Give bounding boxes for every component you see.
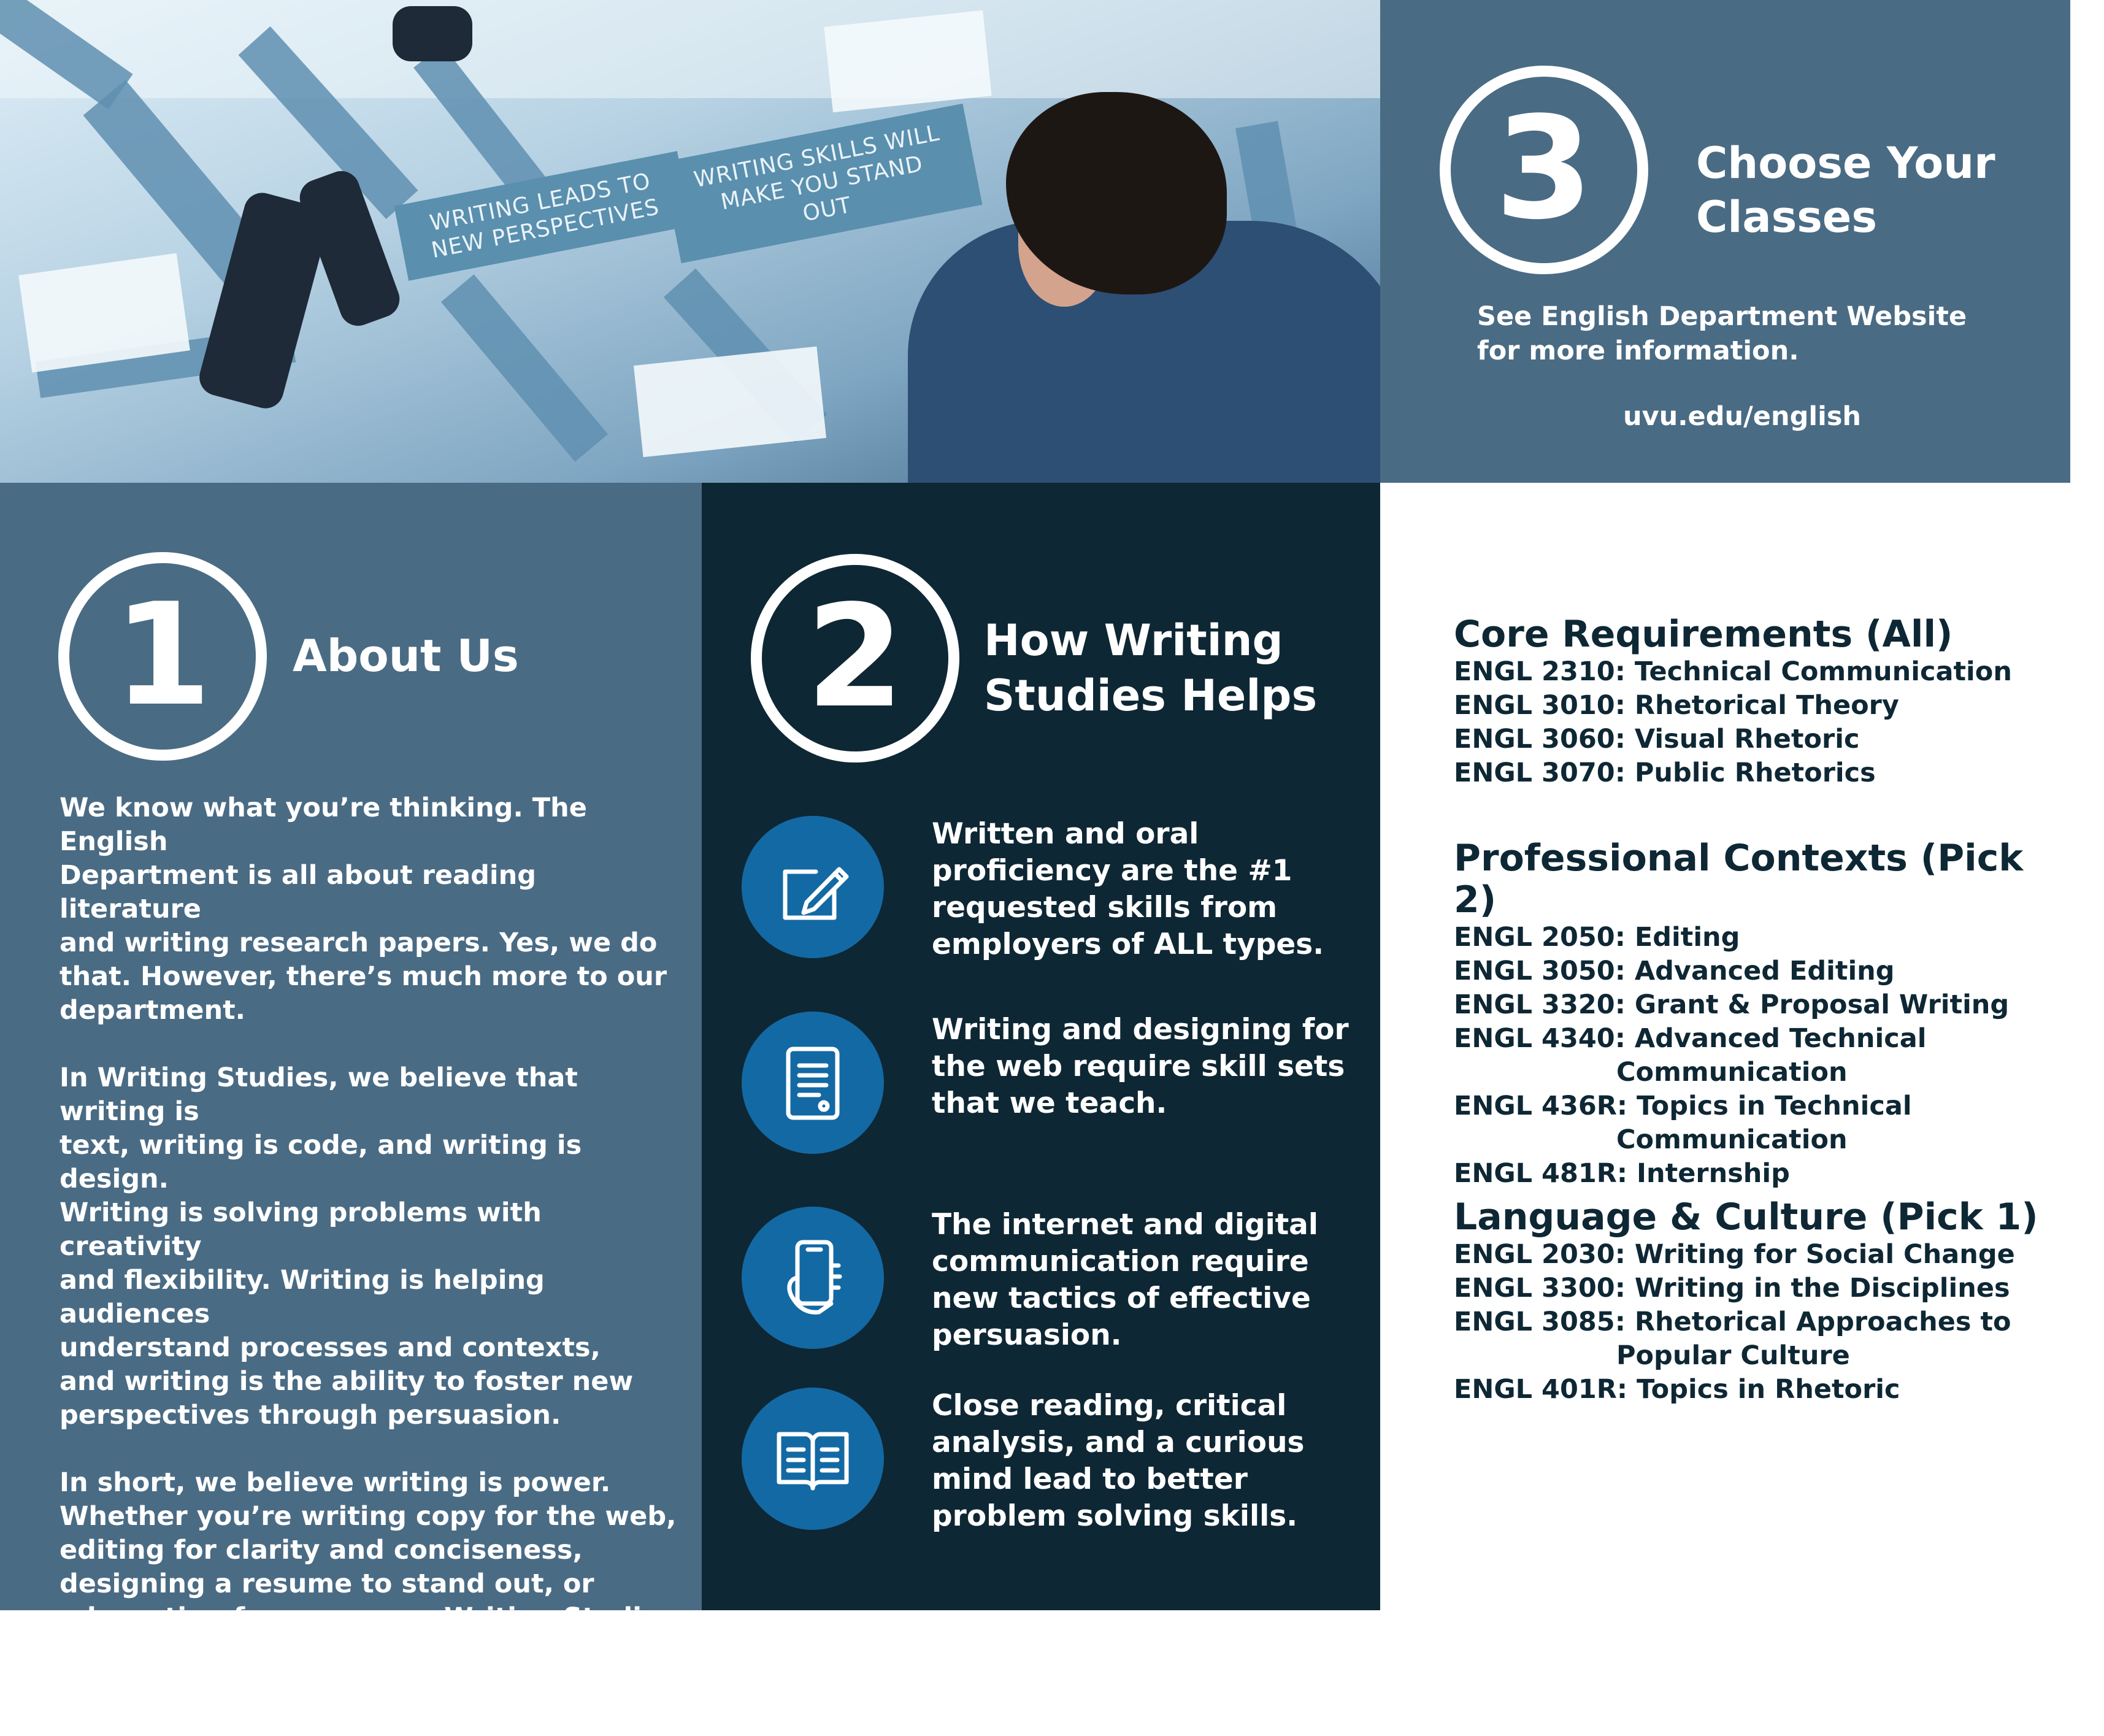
step-number-2: 2	[751, 554, 959, 762]
course-group-language-culture	[1454, 1196, 2055, 1407]
edit-icon	[742, 816, 884, 958]
benefit-item	[742, 1207, 1355, 1354]
course-item: ENGL 481R: Internship	[1454, 1158, 1790, 1189]
website-link[interactable]: uvu.edu/english	[1622, 401, 1862, 432]
benefit-item	[742, 1388, 1355, 1535]
course-group-core	[1454, 613, 2055, 790]
panel-1-title: About Us	[293, 630, 519, 682]
course-group-heading: Language & Culture (Pick 1)	[1454, 1196, 2038, 1239]
panel-3-title: Choose Your Classes	[1696, 138, 1995, 242]
step-number-1: 1	[58, 552, 267, 761]
about-paragraph: In Writing Studies, we believe that writing is text, writing is code, and writing is design. Writing is solving problems with creativity and flexibility. Writing is helping audiences understand processes and contexts, and writing is the ability to foster new perspectives through persuasion.	[60, 1062, 634, 1431]
hero-photo	[0, 0, 1380, 483]
course-item: ENGL 2030: Writing for Social Change	[1454, 1239, 2015, 1270]
mobile-phone-icon	[742, 1207, 884, 1349]
document-icon	[742, 1012, 884, 1154]
about-us-body	[60, 791, 679, 1736]
course-item: ENGL 3010: Rhetorical Theory	[1454, 690, 1899, 721]
about-paragraph: In short, we believe writing is power. Whether you’re writing copy for the web, editing for clarity and conciseness, designing a resume to stand out, or advocating for a cause, a Writing Studies minor provides the skills to communicate more clearly and effectively.	[60, 1467, 677, 1700]
benefit-text: Close reading, critical analysis, and a curious mind lead to better problem solving skills.	[932, 1389, 1305, 1533]
panel-choose-classes	[1380, 0, 2070, 483]
hero-banner-right: WRITING SKILLS WILL MAKE YOU STAND OUT	[662, 104, 983, 263]
step-number-3: 3	[1440, 66, 1648, 274]
benefit-text: The internet and digital communication require new tactics of effective persuasion.	[932, 1208, 1319, 1352]
course-item: ENGL 2310: Technical Communication	[1454, 656, 2012, 687]
course-group-professional	[1454, 837, 2055, 1191]
course-item: ENGL 3320: Grant & Proposal Writing	[1454, 989, 2010, 1020]
course-group-heading: Professional Contexts (Pick 2)	[1454, 837, 2024, 921]
panel-2-title: How Writing Studies Helps	[984, 615, 1318, 721]
benefit-item	[742, 816, 1355, 963]
course-item	[1454, 1305, 2055, 1373]
course-item-line: Popular Culture	[1616, 1340, 1850, 1371]
course-group-heading: Core Requirements (All)	[1454, 613, 1953, 656]
benefit-item	[742, 1012, 1355, 1159]
course-item: ENGL 3300: Writing in the Disciplines	[1454, 1273, 2010, 1304]
course-item-line: Communication	[1616, 1057, 1848, 1088]
course-item: ENGL 401R: Topics in Rhetoric	[1454, 1374, 1900, 1405]
course-lists	[1380, 483, 2070, 1610]
course-item-line: ENGL 3085: Rhetorical Approaches to	[1454, 1307, 2011, 1337]
panel-about-us	[0, 483, 702, 1700]
course-item-line: ENGL 436R: Topics in Technical	[1454, 1091, 1912, 1121]
course-item	[1454, 1089, 2055, 1157]
course-item	[1454, 1022, 2055, 1089]
course-item: ENGL 3060: Visual Rhetoric	[1454, 724, 1860, 755]
course-item: ENGL 2050: Editing	[1454, 922, 1740, 953]
panel-how-writing-helps	[702, 483, 1380, 1610]
course-item-line: ENGL 4340: Advanced Technical	[1454, 1023, 1927, 1054]
course-item: ENGL 3070: Public Rhetorics	[1454, 758, 1876, 788]
benefit-text: Written and oral proficiency are the #1 requested skills from employers of ALL types.	[932, 817, 1324, 961]
hero-banner-left: WRITING LEADS TO NEW PERSPECTIVES	[394, 151, 691, 280]
benefit-text: Writing and designing for the web require skill sets that we teach.	[932, 1013, 1349, 1120]
about-paragraph: We know what you’re thinking. The English Department is all about reading literature and writing research papers. Yes, we do that. However, there’s much more to our department.	[60, 793, 667, 1026]
open-book-icon	[742, 1388, 884, 1530]
panel-3-info: See English Department Website for more information.	[1477, 301, 1967, 366]
course-item: ENGL 3050: Advanced Editing	[1454, 956, 1895, 986]
course-item-line: Communication	[1616, 1124, 1848, 1155]
